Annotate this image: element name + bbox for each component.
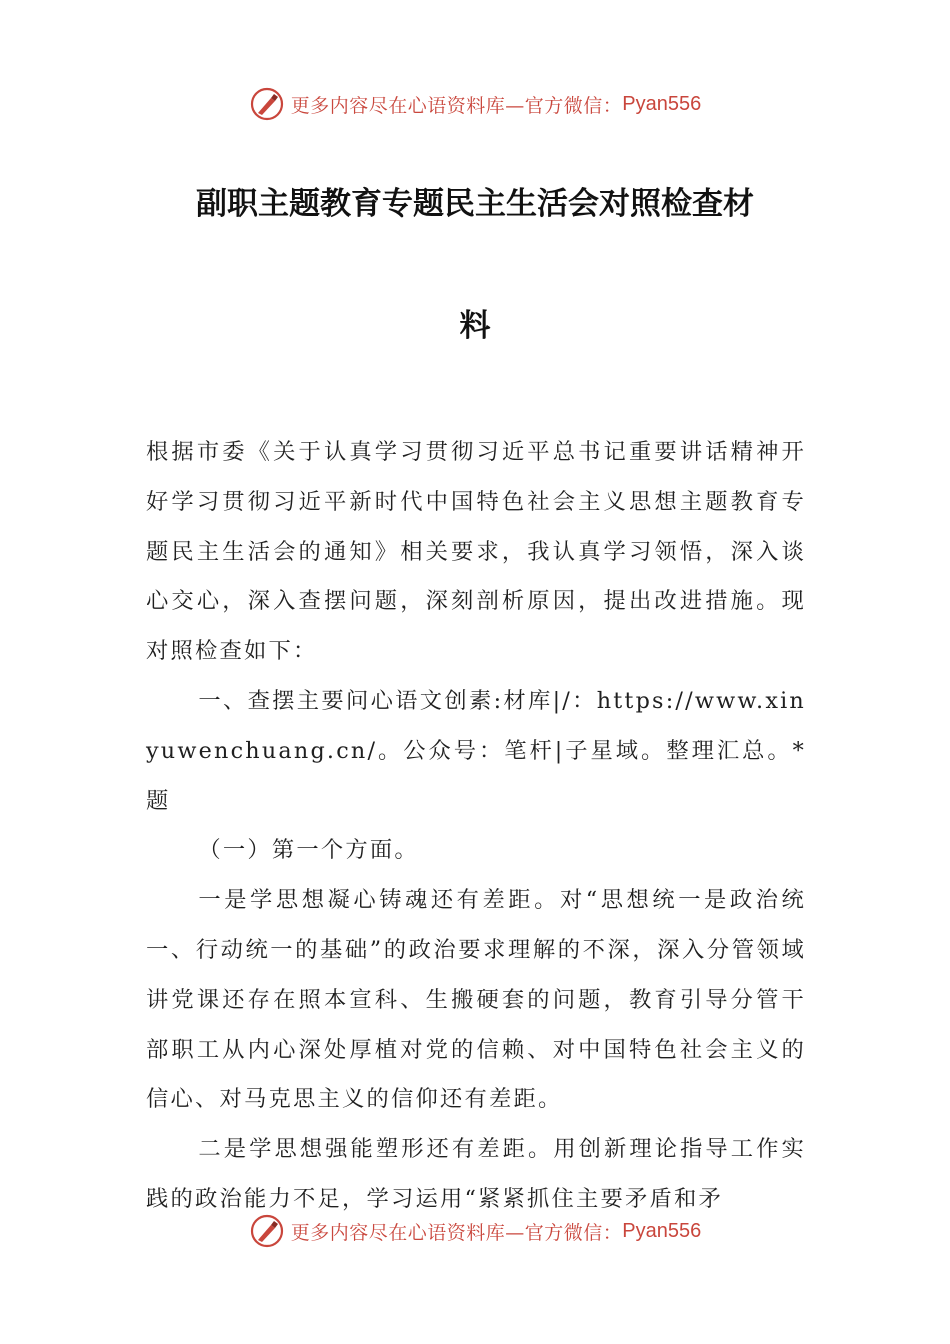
header-watermark-banner — [0, 84, 950, 124]
paragraph-point-1: 一是学思想凝心铸魂还有差距。对“思想统一是政治统一、行动统一的基础”的政治要求理解的不深，深入分管领域讲党课还存在照本宣科、生搬硬套的问题，教育引导分管干部职工从内心深处厚植对党的信赖、对中国特色社会主义的信心、对马克思主义的信仰还有差距。 — [146, 887, 806, 1113]
document-body — [146, 428, 806, 1225]
footer-watermark-banner — [0, 1211, 950, 1251]
paragraph-section-heading: 一、查摆主要问心语文创素:材库|/：https://www.xinyuwenchuang.cn/。公众号：笔杆|子星域。整理汇总。*题 — [146, 687, 806, 814]
document-title-line-1: 副职主题教育专题民主生活会对照检查材 — [196, 186, 754, 222]
paragraph-point-2: 二是学思想强能塑形还有差距。用创新理论指导工作实践的政治能力不足，学习运用“紧紧抓住主要矛盾和矛 — [146, 1136, 806, 1212]
banner-wechat-id: Pyan556 — [622, 1219, 702, 1242]
banner-wechat-id: Pyan556 — [622, 92, 702, 115]
paragraph-subsection-heading: （一）第一个方面。 — [198, 837, 419, 864]
paragraph-intro: 根据市委《关于认真学习贯彻习近平总书记重要讲话精神开好学习贯彻习近平新时代中国特色社会主义思想主题教育专题民主生活会的通知》相关要求，我认真学习领悟，深入谈心交心，深入查摆问题，深刻剖析原因，提出改进措施。现对照检查如下： — [146, 439, 806, 665]
banner-text: 更多内容尽在心语资料库—官方微信： — [290, 1221, 623, 1244]
pen-logo-icon — [249, 86, 285, 122]
document-title-line-2: 料 — [459, 308, 491, 344]
banner-text: 更多内容尽在心语资料库—官方微信： — [290, 94, 623, 117]
pen-logo-icon — [249, 1213, 285, 1249]
